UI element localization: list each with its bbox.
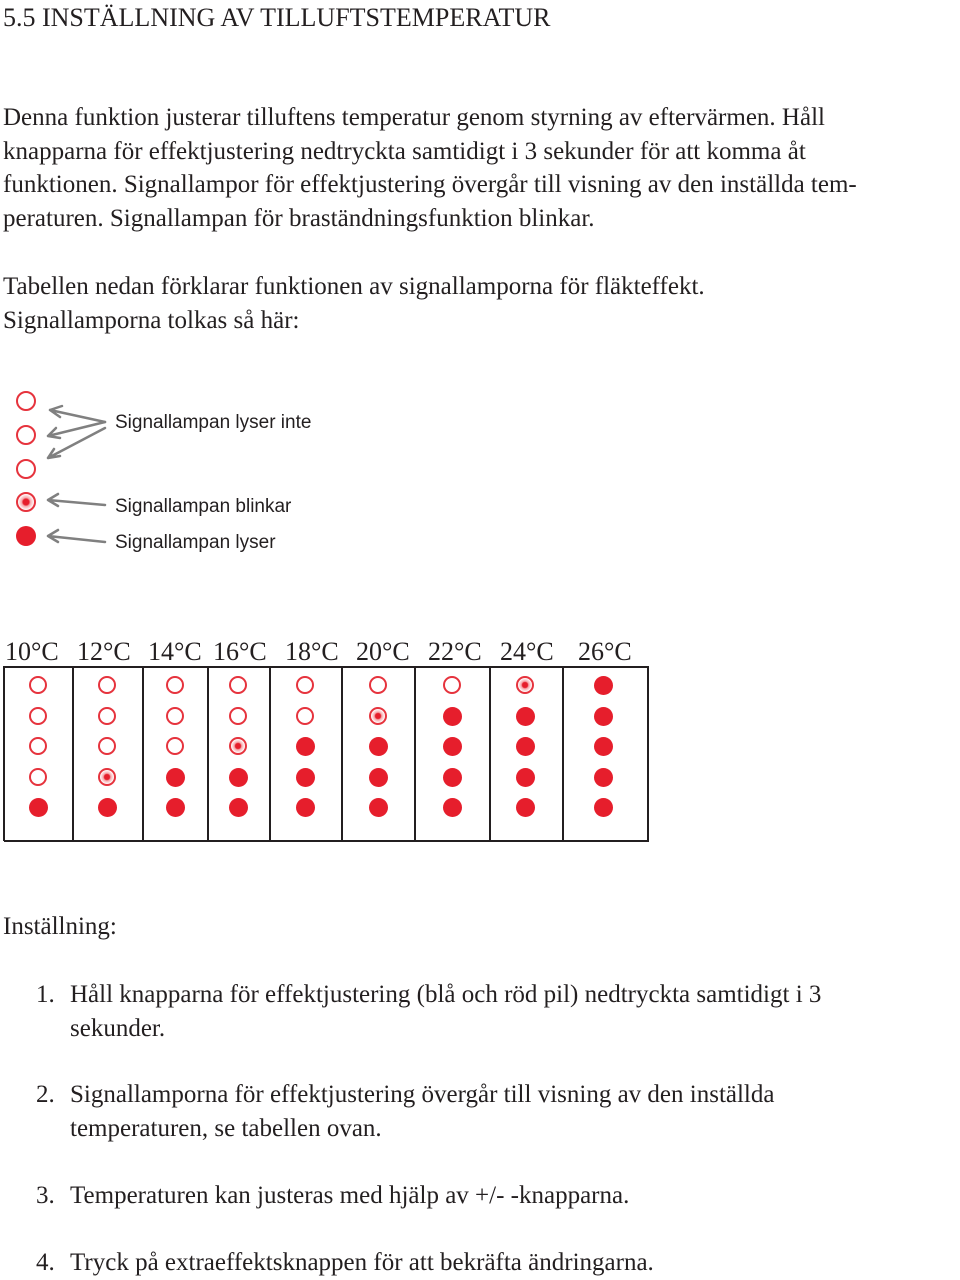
table-lamp-on	[594, 707, 613, 726]
table-header-line	[4, 666, 649, 668]
table-lamp-blink	[229, 737, 247, 755]
table-lamp-on	[166, 798, 185, 817]
table-lamp-on	[369, 798, 388, 817]
table-lamp-on	[296, 798, 315, 817]
table-lamp-on	[594, 676, 613, 695]
legend-on-label: Signallampan lyser	[115, 532, 276, 553]
table-lamp-on	[443, 737, 462, 756]
table-column-header: 18°C	[285, 637, 339, 666]
step-line: Signallamporna för effektjustering övergår till visning av den inställda	[70, 1081, 775, 1108]
table-column-divider	[269, 666, 271, 841]
table-lamp-off	[229, 707, 247, 725]
step-line: Håll knapparna för effektjustering (blå och röd pil) nedtryckta samtidigt i 3	[70, 981, 822, 1008]
table-lamp-on	[516, 737, 535, 756]
table-lamp-off	[98, 676, 116, 694]
table-column-header: 24°C	[500, 637, 554, 666]
table-intro-line: Tabellen nedan förklarar funktionen av signallamporna för fläkteffekt.	[3, 273, 705, 300]
table-lamp-off	[29, 768, 47, 786]
table-lamp-on	[443, 798, 462, 817]
table-lamp-on	[516, 798, 535, 817]
arrow-icon	[48, 494, 105, 506]
table-intro-paragraph	[3, 270, 958, 337]
table-lamp-on	[594, 798, 613, 817]
legend-blink-label: Signallampan blinkar	[115, 496, 292, 517]
table-lamp-blink	[369, 707, 387, 725]
table-lamp-on	[296, 737, 315, 756]
table-column-header: 12°C	[77, 637, 131, 666]
arrow-icon	[50, 406, 105, 422]
intro-line: peraturen. Signallampan för braständningsfunktion blinkar.	[3, 204, 595, 232]
table-column-divider	[341, 666, 343, 841]
table-column-divider	[3, 666, 5, 841]
table-column-header: 26°C	[578, 637, 632, 666]
table-lamp-on	[594, 768, 613, 787]
table-lamp-on	[296, 768, 315, 787]
table-column-header: 10°C	[5, 637, 59, 666]
table-lamp-off	[296, 676, 314, 694]
table-bottom-line	[4, 840, 649, 842]
step-line: temperaturen, se tabellen ovan.	[70, 1114, 382, 1142]
table-lamp-off	[369, 676, 387, 694]
arrow-icon	[48, 422, 105, 438]
step-line: sekunder.	[70, 1014, 166, 1042]
intro-line: Denna funktion justerar tilluftens temperatur genom styrning av eftervärmen. Håll	[3, 104, 825, 131]
table-column-divider	[647, 666, 649, 841]
table-lamp-on	[594, 737, 613, 756]
table-column-header: 20°C	[356, 637, 410, 666]
table-lamp-on	[369, 768, 388, 787]
step-line: Temperaturen kan justeras med hjälp av +/- -knapparna.	[70, 1182, 630, 1209]
step-number: 3.	[36, 1182, 55, 1209]
table-lamp-on	[443, 707, 462, 726]
setting-title: Inställning:	[3, 913, 117, 940]
table-column-divider	[414, 666, 416, 841]
step-number: 1.	[36, 981, 55, 1008]
table-intro-line: Signallamporna tolkas så här:	[3, 306, 300, 334]
step-text	[70, 1179, 950, 1213]
intro-line: funktionen. Signallampor för effektjustering övergår till visning av den inställda tem-	[3, 171, 857, 198]
table-lamp-blink	[516, 676, 534, 694]
table-column-divider	[142, 666, 144, 841]
table-lamp-off	[166, 676, 184, 694]
table-lamp-off	[98, 737, 116, 755]
table-lamp-on	[98, 798, 117, 817]
table-lamp-on	[443, 768, 462, 787]
table-column-header: 14°C	[148, 637, 202, 666]
intro-line: knapparna för effektjustering nedtryckta samtidigt i 3 sekunder för att komma åt	[3, 137, 806, 165]
step-line: Tryck på extraeffektsknappen för att bekräfta ändringarna.	[70, 1249, 654, 1276]
arrow-icon	[48, 530, 105, 542]
table-lamp-on	[369, 737, 388, 756]
table-lamp-on	[166, 768, 185, 787]
table-lamp-off	[166, 737, 184, 755]
table-lamp-off	[29, 707, 47, 725]
table-lamp-on	[516, 768, 535, 787]
table-lamp-on	[29, 798, 48, 817]
legend-off-label: Signallampan lyser inte	[115, 412, 312, 433]
table-column-divider	[562, 666, 564, 841]
page-title: 5.5 INSTÄLLNING AV TILLUFTSTEMPERATUR	[3, 3, 551, 32]
table-column-divider	[72, 666, 74, 841]
table-lamp-off	[166, 707, 184, 725]
table-column-divider	[207, 666, 209, 841]
table-column-divider	[489, 666, 491, 841]
table-column-header: 22°C	[428, 637, 482, 666]
table-lamp-off	[29, 737, 47, 755]
step-number: 4.	[36, 1249, 55, 1276]
table-lamp-blink	[98, 768, 116, 786]
intro-paragraph	[3, 101, 958, 235]
step-number: 2.	[36, 1081, 55, 1108]
table-lamp-off	[229, 676, 247, 694]
table-column-header: 16°C	[213, 637, 267, 666]
step-text	[70, 1078, 950, 1145]
table-lamp-off	[296, 707, 314, 725]
table-lamp-off	[29, 676, 47, 694]
table-lamp-on	[229, 798, 248, 817]
lamp-legend	[0, 380, 400, 560]
table-lamp-on	[516, 707, 535, 726]
step-text	[70, 978, 950, 1045]
arrow-icon	[48, 428, 105, 458]
table-lamp-off	[443, 676, 461, 694]
table-lamp-off	[98, 707, 116, 725]
step-text	[70, 1246, 950, 1280]
legend-arrows	[0, 380, 120, 560]
table-lamp-on	[229, 768, 248, 787]
